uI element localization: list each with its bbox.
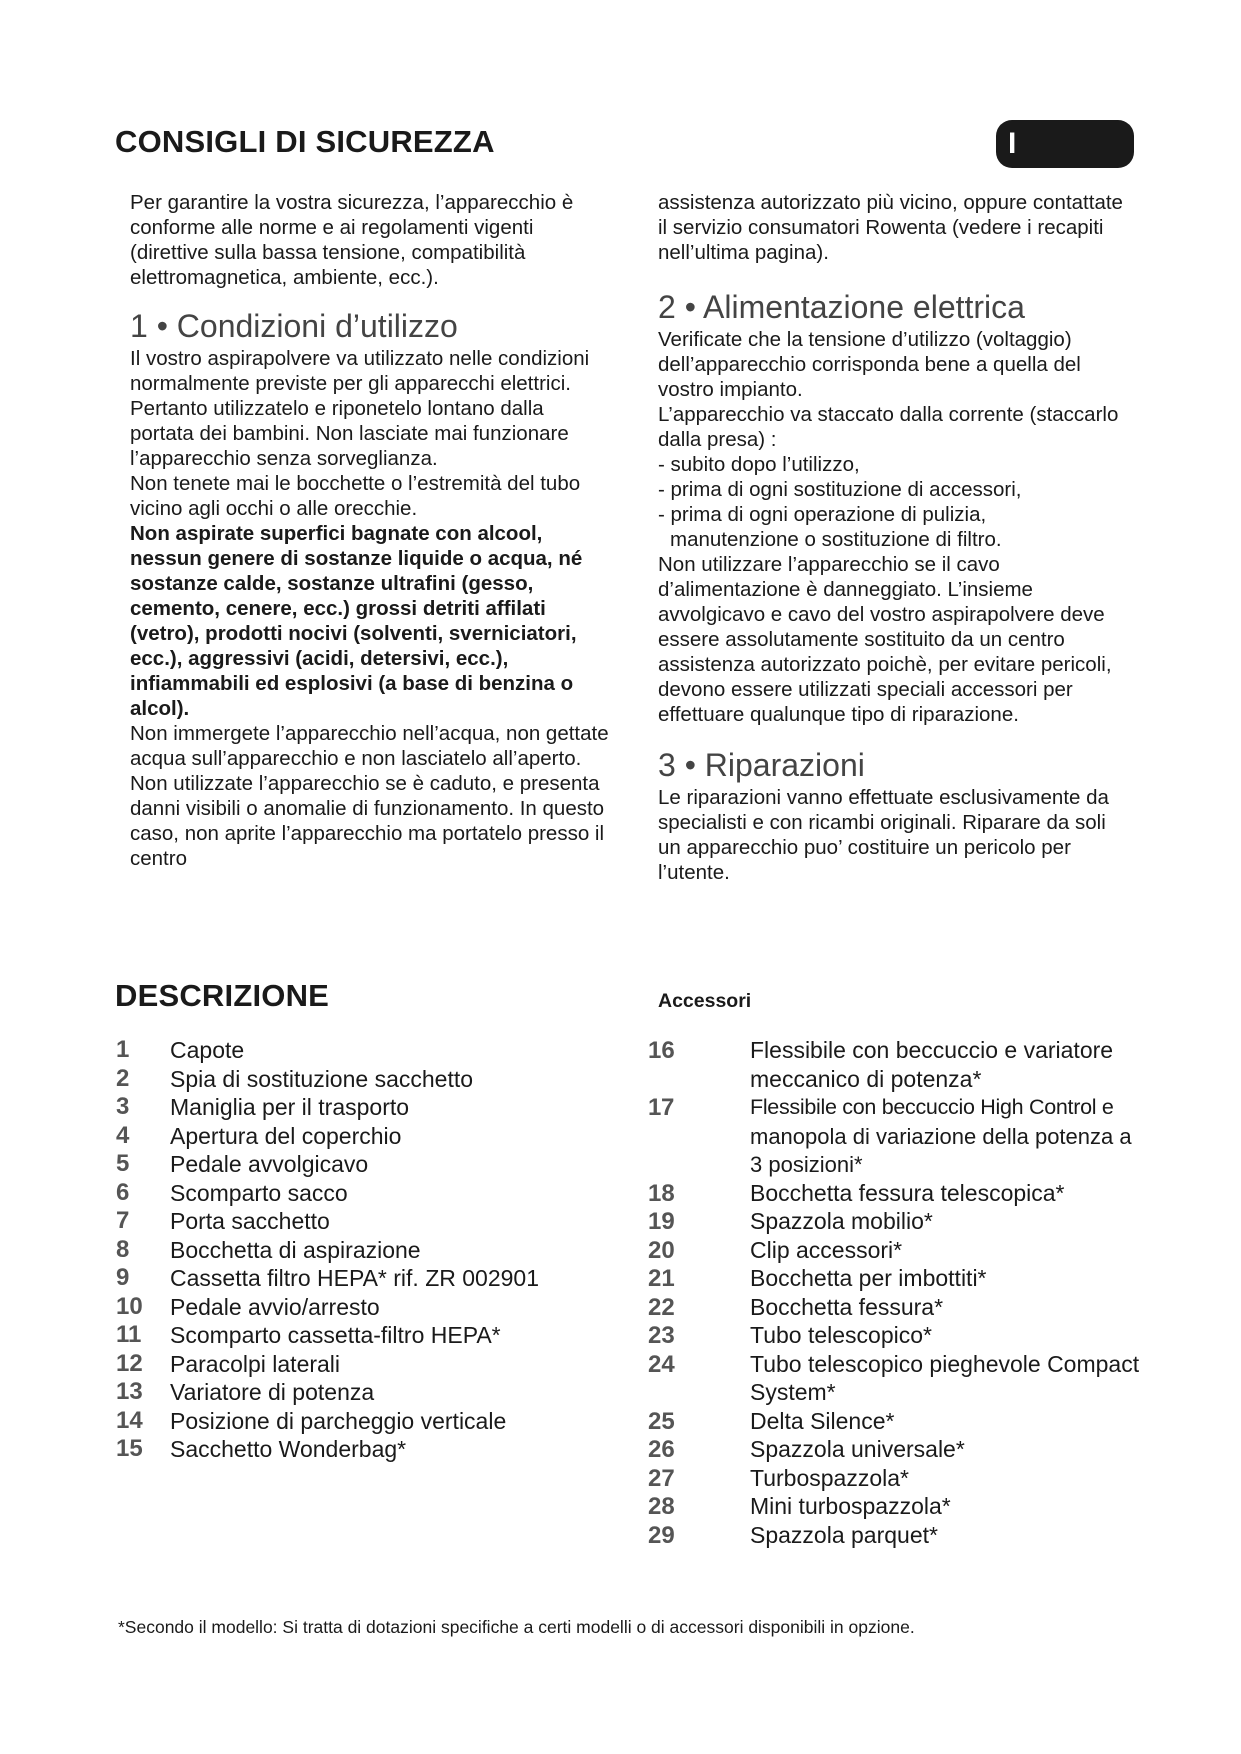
description-heading: DESCRIZIONE	[115, 978, 330, 1013]
list-item	[116, 1435, 616, 1464]
list-item-continuation	[648, 1150, 1128, 1179]
item-label: Bocchetta fessura telescopica*	[750, 1179, 1065, 1206]
item-label: Scomparto sacco	[170, 1179, 348, 1206]
item-label: manopola di variazione della potenza a	[750, 1123, 1132, 1149]
item-label: Bocchetta fessura*	[750, 1293, 944, 1320]
list-item	[648, 1435, 1128, 1464]
list-item-continuation	[648, 1065, 1128, 1094]
section-2-paragraph-1: Verificate che la tensione d’utilizzo (voltaggio) dell’apparecchio corrisponda bene a quella del vostro impianto.	[658, 328, 1081, 401]
list-item	[648, 1407, 1128, 1436]
item-number: 14	[116, 1406, 143, 1434]
item-number: 24	[648, 1350, 675, 1378]
item-label: Tubo telescopico pieghevole Compact	[750, 1350, 1140, 1377]
safety-right-column	[658, 190, 1133, 885]
section-2-bullet: - subito dopo l’utilizzo,	[658, 453, 860, 476]
list-item	[648, 1464, 1128, 1493]
item-number: 1	[116, 1036, 130, 1063]
list-item	[116, 1350, 616, 1379]
list-item	[116, 1150, 616, 1179]
item-label: Tubo telescopico*	[750, 1322, 932, 1348]
list-item	[116, 1122, 616, 1151]
section-2-paragraph-2: L’apparecchio va staccato dalla corrente (staccarlo dalla presa) :	[658, 403, 1119, 451]
item-label: Scomparto cassetta-filtro HEPA*	[170, 1322, 501, 1348]
item-number: 17	[648, 1094, 675, 1121]
item-label: Spazzola mobilio*	[750, 1208, 933, 1234]
section-2-paragraph-3: Non utilizzare l’apparecchio se il cavo d’alimentazione è danneggiato. L’insieme avvolgicavo e cavo del vostro aspirapolvere deve essere assolutamente sostituito da un centro assistenza autorizzato poichè, per evitare pericoli, devono essere utilizzati speciali accessori per effettuare qualunque tipo di riparazione.	[658, 553, 1112, 726]
list-item	[116, 1264, 616, 1293]
page-title: CONSIGLI DI SICUREZZA	[115, 124, 495, 159]
item-number: 22	[648, 1293, 675, 1321]
item-number: 23	[648, 1322, 675, 1349]
item-number: 12	[116, 1349, 143, 1377]
item-label: Spia di sostituzione sacchetto	[170, 1065, 474, 1092]
language-tab: I	[996, 120, 1134, 168]
section-1-paragraph-1: Il vostro aspirapolvere va utilizzato nelle condizioni normalmente previste per gli apparecchi elettrici.	[130, 347, 590, 395]
list-item	[648, 1236, 1128, 1265]
item-number: 6	[116, 1178, 130, 1206]
item-label: Clip accessori*	[750, 1236, 903, 1263]
accessories-heading: Accessori	[658, 990, 752, 1012]
item-number: 7	[116, 1207, 130, 1234]
item-label: Posizione di parcheggio verticale	[170, 1407, 507, 1434]
item-number: 29	[648, 1521, 675, 1549]
list-item-continuation	[648, 1122, 1132, 1151]
item-label: meccanico di potenza*	[750, 1065, 982, 1092]
item-label: Flessibile con beccuccio e variatore	[750, 1037, 1114, 1063]
list-item	[116, 1065, 616, 1094]
footnote: *Secondo il modello: Si tratta di dotazioni specifiche a certi modelli o di accessori disponibili in opzione.	[118, 1617, 915, 1637]
section-1-heading: 1 • Condizioni d’utilizzo	[130, 308, 458, 344]
item-label: Porta sacchetto	[170, 1208, 330, 1234]
section-1-paragraph-3: Non tenete mai le bocchette o l’estremità del tubo vicino agli occhi o alle orecchie.	[130, 472, 581, 520]
item-label: Cassetta filtro HEPA* rif. ZR 002901	[170, 1265, 539, 1291]
item-label: Paracolpi laterali	[170, 1350, 341, 1377]
item-label: Bocchetta per imbottiti*	[750, 1265, 987, 1291]
item-number: 8	[116, 1235, 130, 1263]
list-item	[648, 1492, 1128, 1521]
safety-left-column	[130, 190, 610, 871]
item-label: Mini turbospazzola*	[750, 1493, 951, 1519]
list-item-continuation	[648, 1378, 1128, 1407]
item-label: Bocchetta di aspirazione	[170, 1236, 421, 1263]
item-label: Pedale avvio/arresto	[170, 1293, 380, 1320]
list-item	[648, 1207, 1128, 1236]
item-label: Turbospazzola*	[750, 1464, 909, 1491]
section-1-paragraph-2: Pertanto utilizzatelo e riponetelo lontano dalla portata dei bambini. Non lasciate mai funzionare l’apparecchio senza sorveglianza.	[130, 397, 569, 470]
item-label: Delta Silence*	[750, 1407, 895, 1434]
list-item	[648, 1321, 1128, 1350]
section-2-bullet: manutenzione o sostituzione di filtro.	[670, 528, 1002, 551]
parts-list	[116, 1036, 616, 1464]
item-label: Maniglia per il trasporto	[170, 1094, 410, 1120]
item-number: 5	[116, 1150, 130, 1177]
accessories-list	[648, 1036, 1140, 1549]
section-2-bullet: - prima di ogni sostituzione di accessori,	[658, 478, 1022, 501]
list-item	[116, 1293, 616, 1322]
list-item	[648, 1093, 1128, 1122]
item-number: 4	[116, 1121, 130, 1149]
list-item	[116, 1207, 616, 1236]
item-number: 18	[648, 1179, 675, 1207]
list-item	[116, 1036, 616, 1065]
list-item	[116, 1407, 616, 1436]
item-label: Capote	[170, 1037, 245, 1063]
item-label: Apertura del coperchio	[170, 1122, 402, 1149]
item-number: 9	[116, 1264, 130, 1291]
item-label: 3 posizioni*	[750, 1152, 863, 1177]
section-1-warning: Non aspirate superfici bagnate con alcool, nessun genere di sostanze liquide o acqua, né sostanze calde, sostanze ultrafini (gesso, cemento, cenere, ecc.) grossi detriti affilati (vetro), prodotti nocivi (solventi, sverniciatori, ecc.), aggressivi (acidi, detersivi, ecc.), infiammabili ed esplosivi (a base di benzina o alcol).	[130, 522, 583, 720]
section-2-bullet: - prima di ogni operazione di pulizia,	[658, 503, 987, 526]
item-number: 21	[648, 1265, 675, 1292]
item-number: 15	[116, 1435, 143, 1462]
section-3-heading: 3 • Riparazioni	[658, 747, 865, 783]
list-item	[116, 1093, 616, 1122]
item-number: 16	[648, 1037, 675, 1064]
list-item	[116, 1236, 616, 1265]
safety-intro: Per garantire la vostra sicurezza, l’apparecchio è conforme alle norme e ai regolamenti vigenti (direttive sulla bassa tensione, compatibilità elettromagnetica, ambiente, ecc.).	[130, 191, 574, 289]
list-item	[116, 1378, 616, 1407]
section-1-paragraph-5: Non utilizzate l’apparecchio se è caduto, e presenta danni visibili o anomalie di funzionamento. In questo caso, non aprite l’apparecchio ma portatelo presso il centro	[130, 772, 605, 870]
item-label: Sacchetto Wonderbag*	[170, 1436, 407, 1462]
list-item	[648, 1293, 1128, 1322]
list-item	[648, 1521, 1128, 1550]
list-item	[116, 1321, 616, 1350]
item-number: 25	[648, 1407, 675, 1435]
section-1-continuation: assistenza autorizzato più vicino, oppure contattate il servizio consumatori Rowenta (vedere i recapiti nell’ultima pagina).	[658, 191, 1123, 264]
item-number: 10	[116, 1292, 143, 1320]
list-item	[648, 1179, 1128, 1208]
item-number: 11	[116, 1321, 142, 1348]
section-2-heading: 2 • Alimentazione elettrica	[658, 289, 1025, 325]
item-number: 28	[648, 1493, 675, 1520]
section-1-paragraph-4: Non immergete l’apparecchio nell’acqua, non gettate acqua sull’apparecchio e non lasciatelo all’aperto.	[130, 722, 609, 770]
item-label: Pedale avvolgicavo	[170, 1151, 369, 1177]
item-label: Variatore di potenza	[170, 1379, 375, 1405]
item-number: 20	[648, 1236, 675, 1264]
item-number: 27	[648, 1464, 675, 1492]
item-number: 13	[116, 1378, 143, 1405]
item-label: System*	[750, 1379, 836, 1405]
item-label: Flessibile con beccuccio High Control e	[750, 1095, 1114, 1119]
list-item	[648, 1264, 1128, 1293]
item-number: 3	[116, 1093, 130, 1120]
item-number: 26	[648, 1436, 675, 1463]
item-number: 2	[116, 1064, 130, 1092]
item-label: Spazzola parquet*	[750, 1521, 938, 1548]
list-item	[648, 1036, 1128, 1065]
item-label: Spazzola universale*	[750, 1436, 965, 1462]
section-3-paragraph-1: Le riparazioni vanno effettuate esclusivamente da specialisti e con ricambi originali. Riparare da soli un apparecchio puo’ costituire un pericolo per l’utente.	[658, 786, 1109, 884]
list-item	[116, 1179, 616, 1208]
item-number: 19	[648, 1208, 675, 1235]
list-item	[648, 1350, 1140, 1379]
